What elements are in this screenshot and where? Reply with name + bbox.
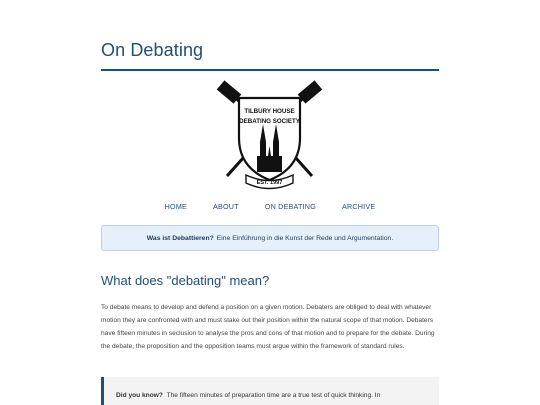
info-banner-text: Eine Einführung in die Kunst der Rede und Argumentation.: [216, 234, 394, 242]
nav-about[interactable]: ABOUT: [213, 202, 239, 211]
info-banner: [101, 225, 439, 251]
did-you-know-callout: [101, 377, 439, 405]
nav-on-debating[interactable]: ON DEBATING: [264, 202, 316, 211]
society-logo-icon: [216, 80, 323, 190]
callout-content: [116, 392, 380, 399]
logo-line1: TILBURY HOUSE: [244, 108, 295, 115]
page-title: On Debating: [101, 40, 204, 60]
callout-text: The fifteen minutes of preparation time are a true test of quick thinking. In: [166, 392, 381, 399]
nav-archive[interactable]: ARCHIVE: [341, 202, 376, 211]
main-nav: [101, 200, 439, 213]
section-heading: What does "debating" mean?: [101, 273, 270, 288]
logo-line2: DEBATING SOCIETY: [239, 118, 300, 125]
title-divider: [101, 69, 439, 71]
section-paragraph: To debate means to develop and defend a position on a given motion. Debaters are obliged to deal with whatever motion they are confronted with and must stake out their position within the natural scope of that motion. Debaters have fifteen minutes in seclusion to analyse the pros and cons of that motion and to prepare for the debate. During the debate, the proposition and the opposition teams must argue within the framework of standard rules.: [101, 304, 435, 350]
callout-bold: Did you know?: [116, 392, 163, 399]
info-banner-bold: Was ist Debattieren?: [146, 234, 214, 242]
nav-home[interactable]: HOME: [164, 202, 188, 211]
logo-established: EST. 1997: [256, 180, 283, 186]
